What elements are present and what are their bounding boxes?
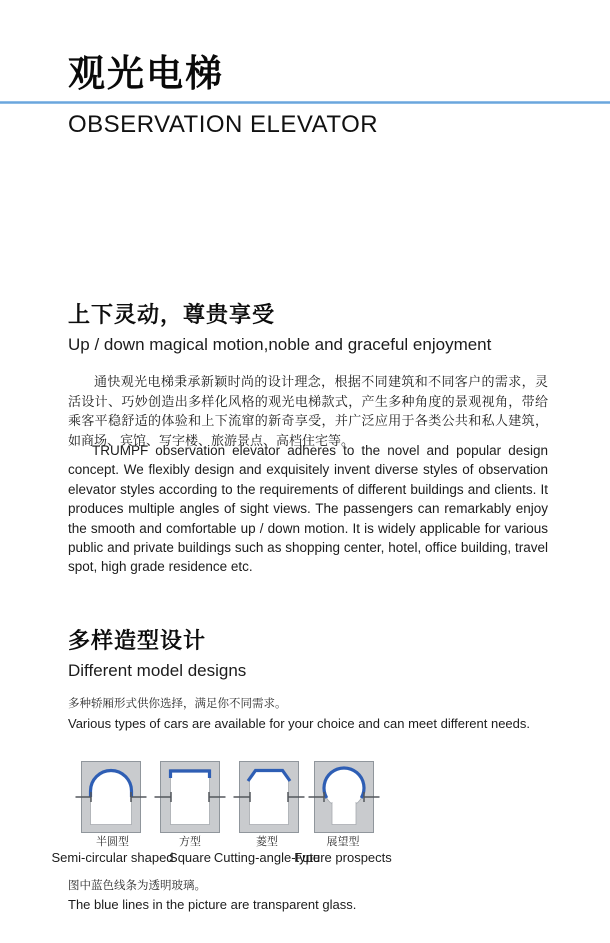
car-shape-semi-circular-icon (74, 761, 148, 833)
design-heading-english: Different model designs (68, 661, 247, 680)
car-label-zh: 菱型 (256, 836, 278, 848)
design-heading-chinese: 多样造型设计 (68, 628, 207, 653)
car-label-zh: 半圆型 (96, 836, 129, 848)
design-intro (68, 697, 530, 732)
car-label-future-prospect (283, 836, 403, 865)
motion-paragraph-english: TRUMPF observation elevator adheres to the novel and popular design concept. We flexibly design and exquisitely invent diverse styles of observation elevator styles according to the requirements of different buildings and clients. It produces multiple angles of sight views. The passengers can remarkably enjoy the smooth and comfortable up / down motion. It is widely applicable for various public and private buildings such as shopping center, hotel, office building, travel spot, high grade residence etc. (68, 443, 548, 575)
motion-paragraph-chinese: 通快观光电梯秉承新颖时尚的设计理念，根据不同建筑和不同客户的需求，灵活设计、巧妙创造出多样化风格的观光电梯款式，产生多种角度的景观视角，带给乘客平稳舒适的体验和上下流窜的新奇享受，并广泛应用于各类公共和私人建筑，如商场、宾馆、写字楼、旅游景点、高档住宅等。 (68, 374, 548, 448)
car-label-en: Future prospects (294, 850, 392, 865)
car-shape-cutting-angle-icon (232, 761, 306, 833)
glass-note-english: The blue lines in the picture are transparent glass. (68, 897, 357, 912)
car-shape-square-icon (153, 761, 227, 833)
car-label-en: Square (169, 850, 211, 865)
car-shape-future-prospect-icon (307, 761, 381, 833)
glass-note (68, 879, 356, 913)
page-title-chinese: 观光电梯 (68, 53, 224, 94)
car-label-zh: 方型 (179, 836, 201, 848)
design-intro-english: Various types of cars are available for your choice and can meet different needs. (68, 716, 531, 731)
design-intro-chinese: 多种轿厢形式供你选择，满足你不同需求。 (68, 698, 287, 710)
motion-heading-chinese: 上下灵动，尊贵享受 (68, 302, 276, 327)
blue-divider-rule (0, 101, 610, 104)
motion-heading-english: Up / down magical motion,noble and graceful enjoyment (68, 335, 492, 354)
page-title-english: OBSERVATION ELEVATOR (68, 111, 379, 138)
glass-note-chinese: 图中蓝色线条为透明玻璃。 (68, 880, 206, 892)
car-label-en: Semi-circular shaped (51, 850, 174, 865)
car-label-zh: 展望型 (326, 836, 360, 848)
car-label-en: Cutting-angle-type (213, 850, 321, 865)
